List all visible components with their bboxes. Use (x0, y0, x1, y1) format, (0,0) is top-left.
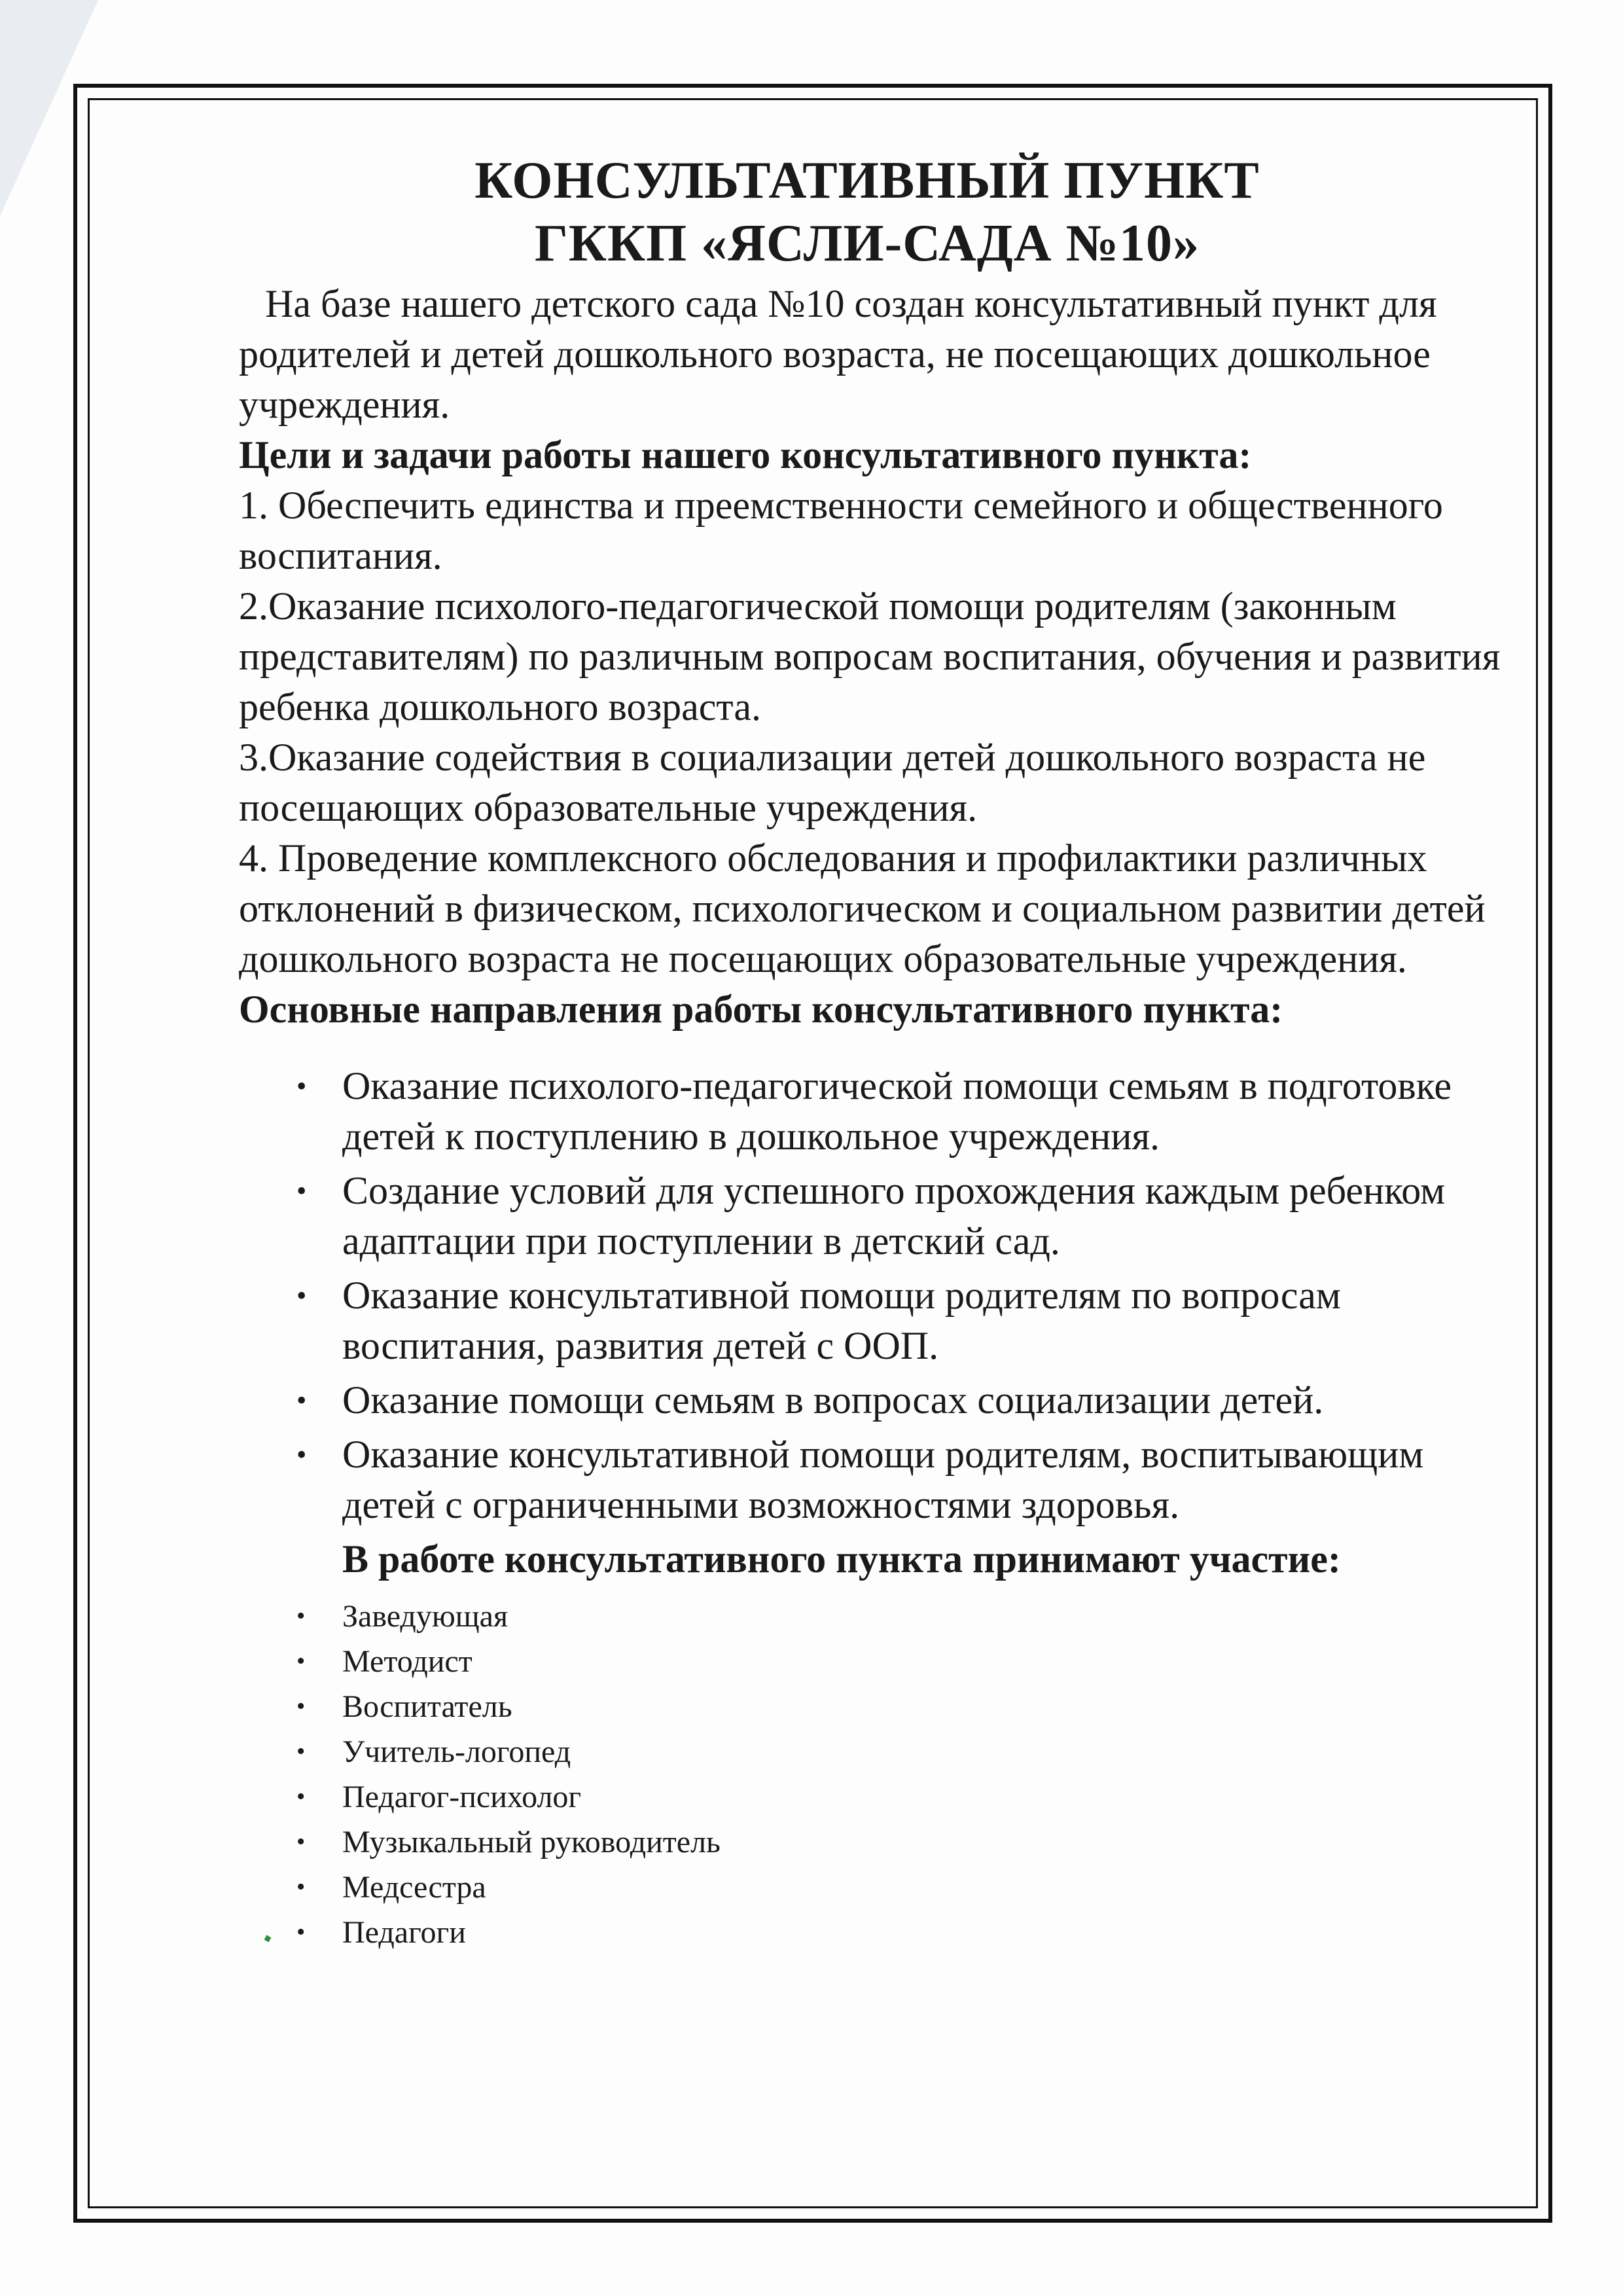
bullet-icon: • (296, 1280, 307, 1312)
goal-item-4: 4. Проведение комплексного обследования и профилактики различных отклонений в физическом, психологическом и социальном развитии детей дошкольного возраста не посещающих образовательные учреждения. (239, 836, 1486, 980)
bullet-icon: • (296, 1070, 307, 1102)
participant-item (239, 1729, 1522, 1774)
participants-list (239, 1594, 1522, 1955)
document-title (213, 149, 1522, 275)
participant-item (239, 1910, 1522, 1955)
bullet-icon: • (296, 1439, 307, 1471)
bullet-icon: • (296, 1693, 306, 1720)
bullet-icon: • (296, 1647, 306, 1675)
participant-text: Медсестра (342, 1870, 486, 1905)
document-content (239, 149, 1522, 1955)
direction-text: Оказание помощи семьям в вопросах социализации детей. (342, 1378, 1324, 1422)
participant-item (239, 1820, 1522, 1865)
direction-text: Создание условий для успешного прохождения каждым ребенком адаптации при поступлении в детский сад. (342, 1169, 1446, 1263)
participant-item (239, 1684, 1522, 1729)
bullet-icon: • (296, 1175, 307, 1207)
participant-item (239, 1639, 1522, 1684)
bullet-icon: • (296, 1738, 306, 1765)
goal-item-2: 2.Оказание психолого-педагогической помощи родителям (законным представителям) по различным вопросам воспитания, обучения и развития ребенка дошкольного возраста. (239, 584, 1501, 728)
goals-heading: Цели и задачи работы нашего консультативного пункта: (239, 433, 1252, 476)
participants-heading: В работе консультативного пункта принимают участие: (342, 1537, 1341, 1581)
direction-text: Оказание консультативной помощи родителям по вопросам воспитания, развития детей с ООП. (342, 1274, 1341, 1367)
direction-text: Оказание психолого-педагогической помощи семьям в подготовке детей к поступлению в дошкольное учреждения. (342, 1064, 1452, 1158)
participant-text: Учитель-логопед (342, 1734, 571, 1769)
bullet-icon: • (296, 1602, 306, 1630)
bullet-icon: • (296, 1783, 306, 1810)
direction-item (239, 1270, 1522, 1371)
directions-heading: Основные направления работы консультативного пункта: (239, 988, 1283, 1031)
participant-item (239, 1865, 1522, 1910)
directions-list (239, 1061, 1522, 1530)
intro-paragraph: На базе нашего детского сада №10 создан консультативный пункт для родителей и детей дошкольного возраста, не посещающих дошкольное учреждения. (239, 282, 1437, 426)
bullet-icon: • (296, 1384, 307, 1416)
participant-item (239, 1774, 1522, 1820)
bullet-icon: • (296, 1918, 306, 1946)
title-line-2: ГККП «ЯСЛИ-САДА №10» (535, 215, 1200, 272)
participant-text: Методист (342, 1644, 473, 1679)
goal-item-1: 1. Обеспечить единства и преемственности семейного и общественного воспитания. (239, 484, 1443, 577)
direction-item (239, 1061, 1522, 1162)
participant-text: Педагог-психолог (342, 1780, 582, 1814)
participant-text: Заведующая (342, 1599, 508, 1634)
participant-text: Музыкальный руководитель (342, 1825, 721, 1859)
goal-item-3: 3.Оказание содействия в социализации детей дошкольного возраста не посещающих образовательные учреждения. (239, 736, 1426, 829)
direction-text: Оказание консультативной помощи родителям, воспитывающим детей с ограниченными возможностями здоровья. (342, 1433, 1424, 1526)
bullet-icon: • (296, 1873, 306, 1901)
participant-text: Воспитатель (342, 1689, 512, 1724)
participant-text: Педагоги (342, 1915, 466, 1950)
direction-item (239, 1429, 1522, 1530)
bullet-icon: • (296, 1828, 306, 1856)
participant-item (239, 1594, 1522, 1639)
direction-item (239, 1166, 1522, 1266)
direction-item (239, 1375, 1522, 1426)
title-line-1: КОНСУЛЬТАТИВНЫЙ ПУНКТ (474, 152, 1260, 209)
